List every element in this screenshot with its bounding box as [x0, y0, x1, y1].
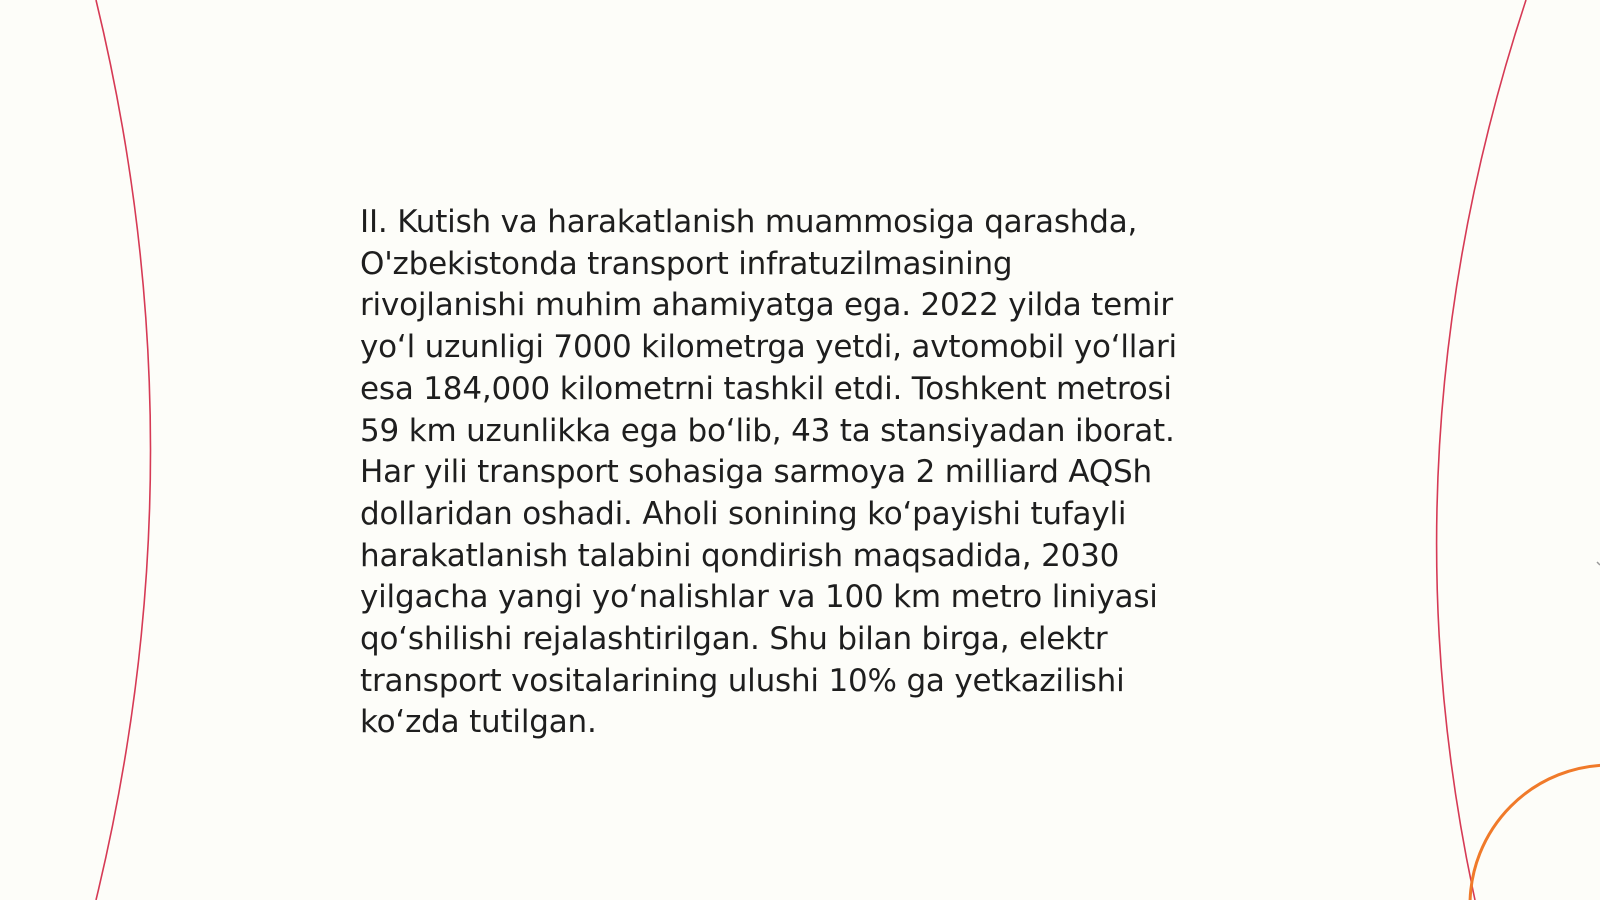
body-paragraph: II. Kutish va harakatlanish muammosiga qarashda, O'zbekistonda transport infratuzilmasining rivojlanishi muhim ahamiyatga ega. 2022 yilda temir yo‘l uzunligi 7000 kilometrga yetdi, avtomobil yo‘llari esa 184,000 kilometrni tashkil etdi. Toshkent metrosi 59 km uzunlikka ega bo‘lib, 43 ta stansiyadan iborat. Har yili transport sohasiga sarmoya 2 milliard AQSh dollaridan oshadi. Aholi sonining ko‘payishi tufayli harakatlanish talabini qondirish maqsadida, 2030 yilgacha yangi yo‘nalishlar va 100 km metro liniyasi qo‘shilishi rejalashtirilgan. Shu bilan birga, elektr transport vositalarining ulushi 10% ga yetkazilishi ko‘zda tutilgan.: [360, 204, 1177, 741]
left-arc-line: [96, 0, 151, 900]
orange-accent-circle: [1470, 765, 1600, 900]
right-arc-line: [1437, 0, 1526, 900]
